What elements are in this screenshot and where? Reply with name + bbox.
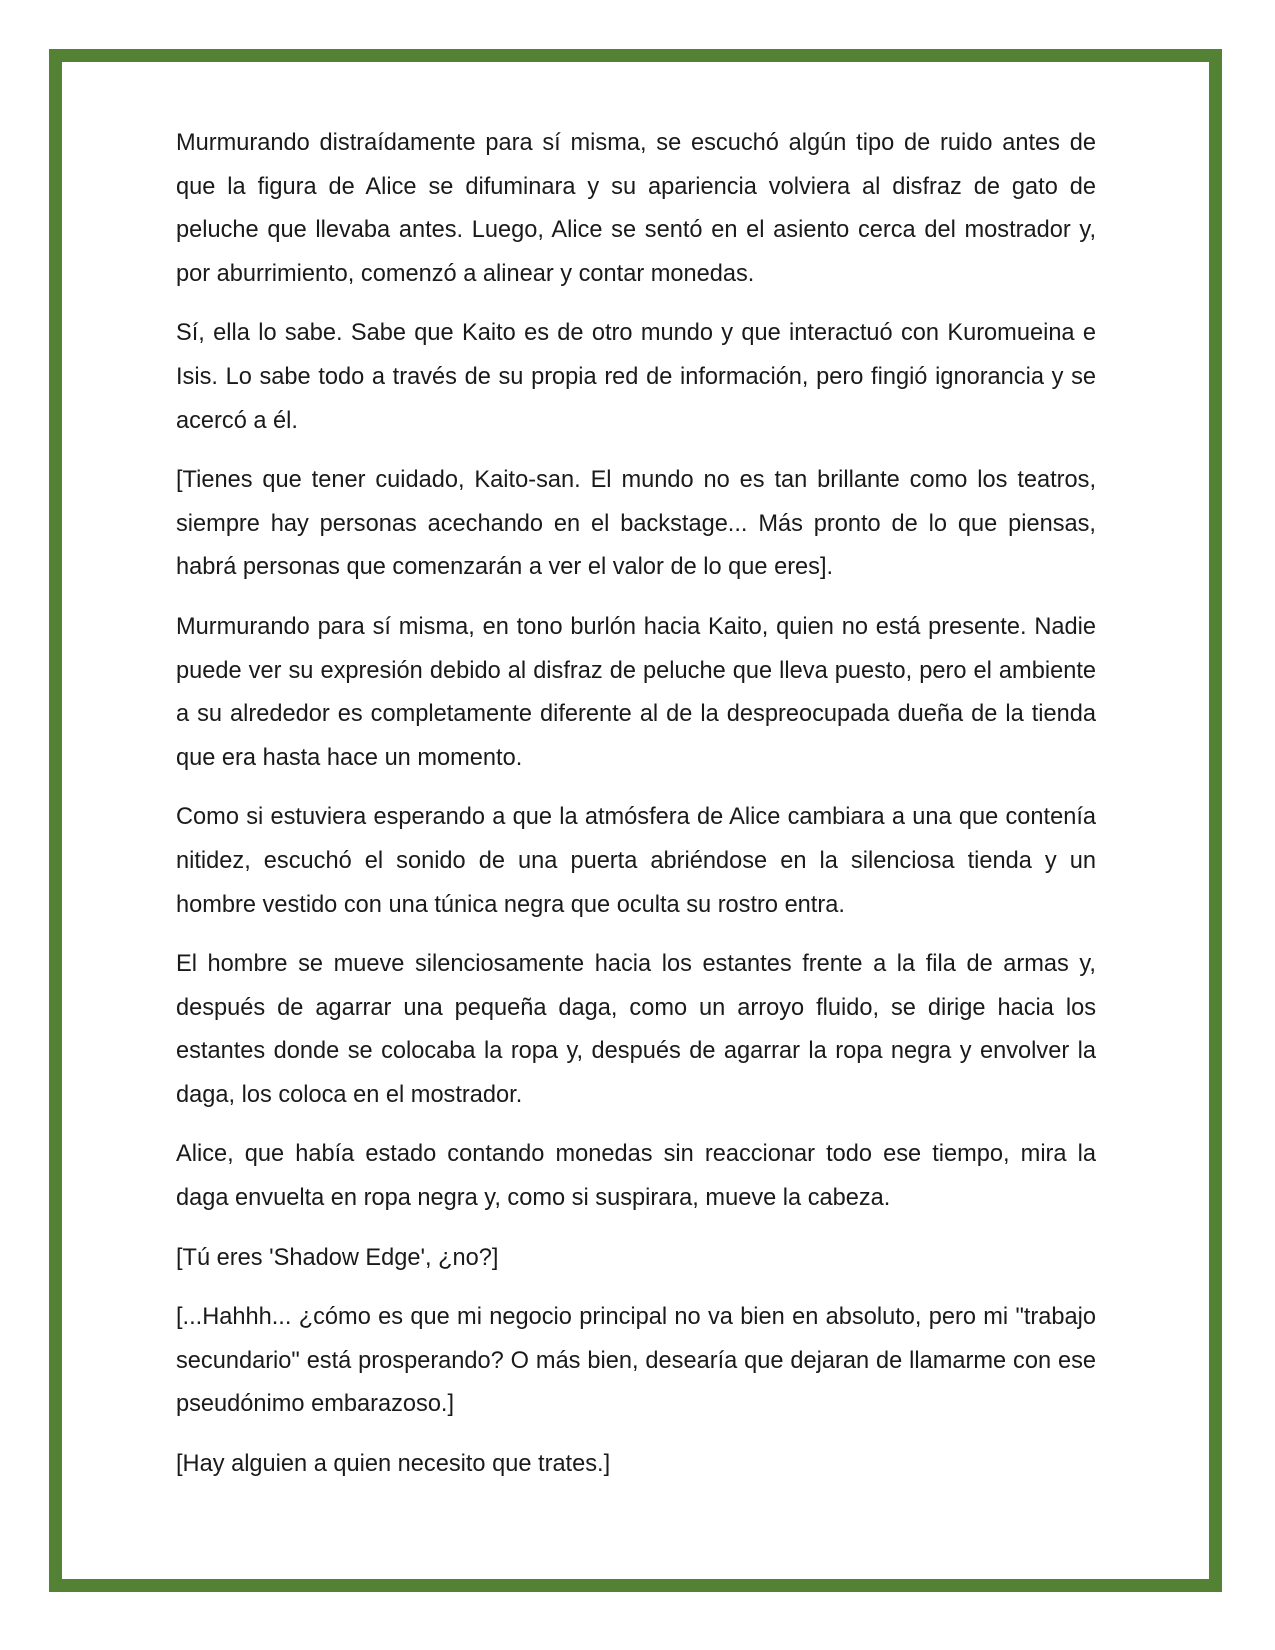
document-body — [176, 122, 1096, 1503]
paragraph: [Tú eres 'Shadow Edge', ¿no?] — [176, 1244, 499, 1271]
paragraph: [...Hahhh... ¿cómo es que mi negocio principal no va bien en absoluto, pero mi "trabajo secundario" está prosperando? O más bien, desearía que dejaran de llamarme con ese pseudónimo embarazoso.] — [176, 1304, 1096, 1418]
paragraph: [Tienes que tener cuidado, Kaito-san. El mundo no es tan brillante como los teatros, siempre hay personas acechando en el backstage... Más pronto de lo que piensas, habrá personas que comenzarán a ver el valor de lo que eres]. — [176, 467, 1096, 581]
paragraph: Murmurando para sí misma, en tono burlón hacia Kaito, quien no está presente. Nadie puede ver su expresión debido al disfraz de peluche que lleva puesto, pero el ambiente a su alrededor es completamente diferente al de la despreocupada dueña de la tienda que era hasta hace un momento. — [176, 613, 1096, 771]
paragraph: Sí, ella lo sabe. Sabe que Kaito es de otro mundo y que interactuó con Kuromueina e Isis. Lo sabe todo a través de su propia red de información, pero fingió ignorancia y se acercó a él. — [176, 320, 1096, 434]
paragraph: El hombre se mueve silenciosamente hacia los estantes frente a la fila de armas y, después de agarrar una pequeña daga, como un arroyo fluido, se dirige hacia los estantes donde se colocaba la ropa y, después de agarrar la ropa negra y envolver la daga, los coloca en el mostrador. — [176, 951, 1096, 1108]
paragraph: Alice, que había estado contando monedas sin reaccionar todo ese tiempo, mira la daga envuelta en ropa negra y, como si suspirara, mueve la cabeza. — [176, 1141, 1096, 1212]
paragraph: Como si estuviera esperando a que la atmósfera de Alice cambiara a una que contenía nitidez, escuchó el sonido de una puerta abriéndose en la silenciosa tienda y un hombre vestido con una túnica negra que oculta su rostro entra. — [176, 804, 1096, 918]
paragraph: Murmurando distraídamente para sí misma, se escuchó algún tipo de ruido antes de que la figura de Alice se difuminara y su apariencia volviera al disfraz de gato de peluche que llevaba antes. Luego, Alice se sentó en el asiento cerca del mostrador y, por aburrimiento, comenzó a alinear y contar monedas. — [176, 130, 1096, 287]
paragraph: [Hay alguien a quien necesito que trates.] — [176, 1451, 611, 1478]
